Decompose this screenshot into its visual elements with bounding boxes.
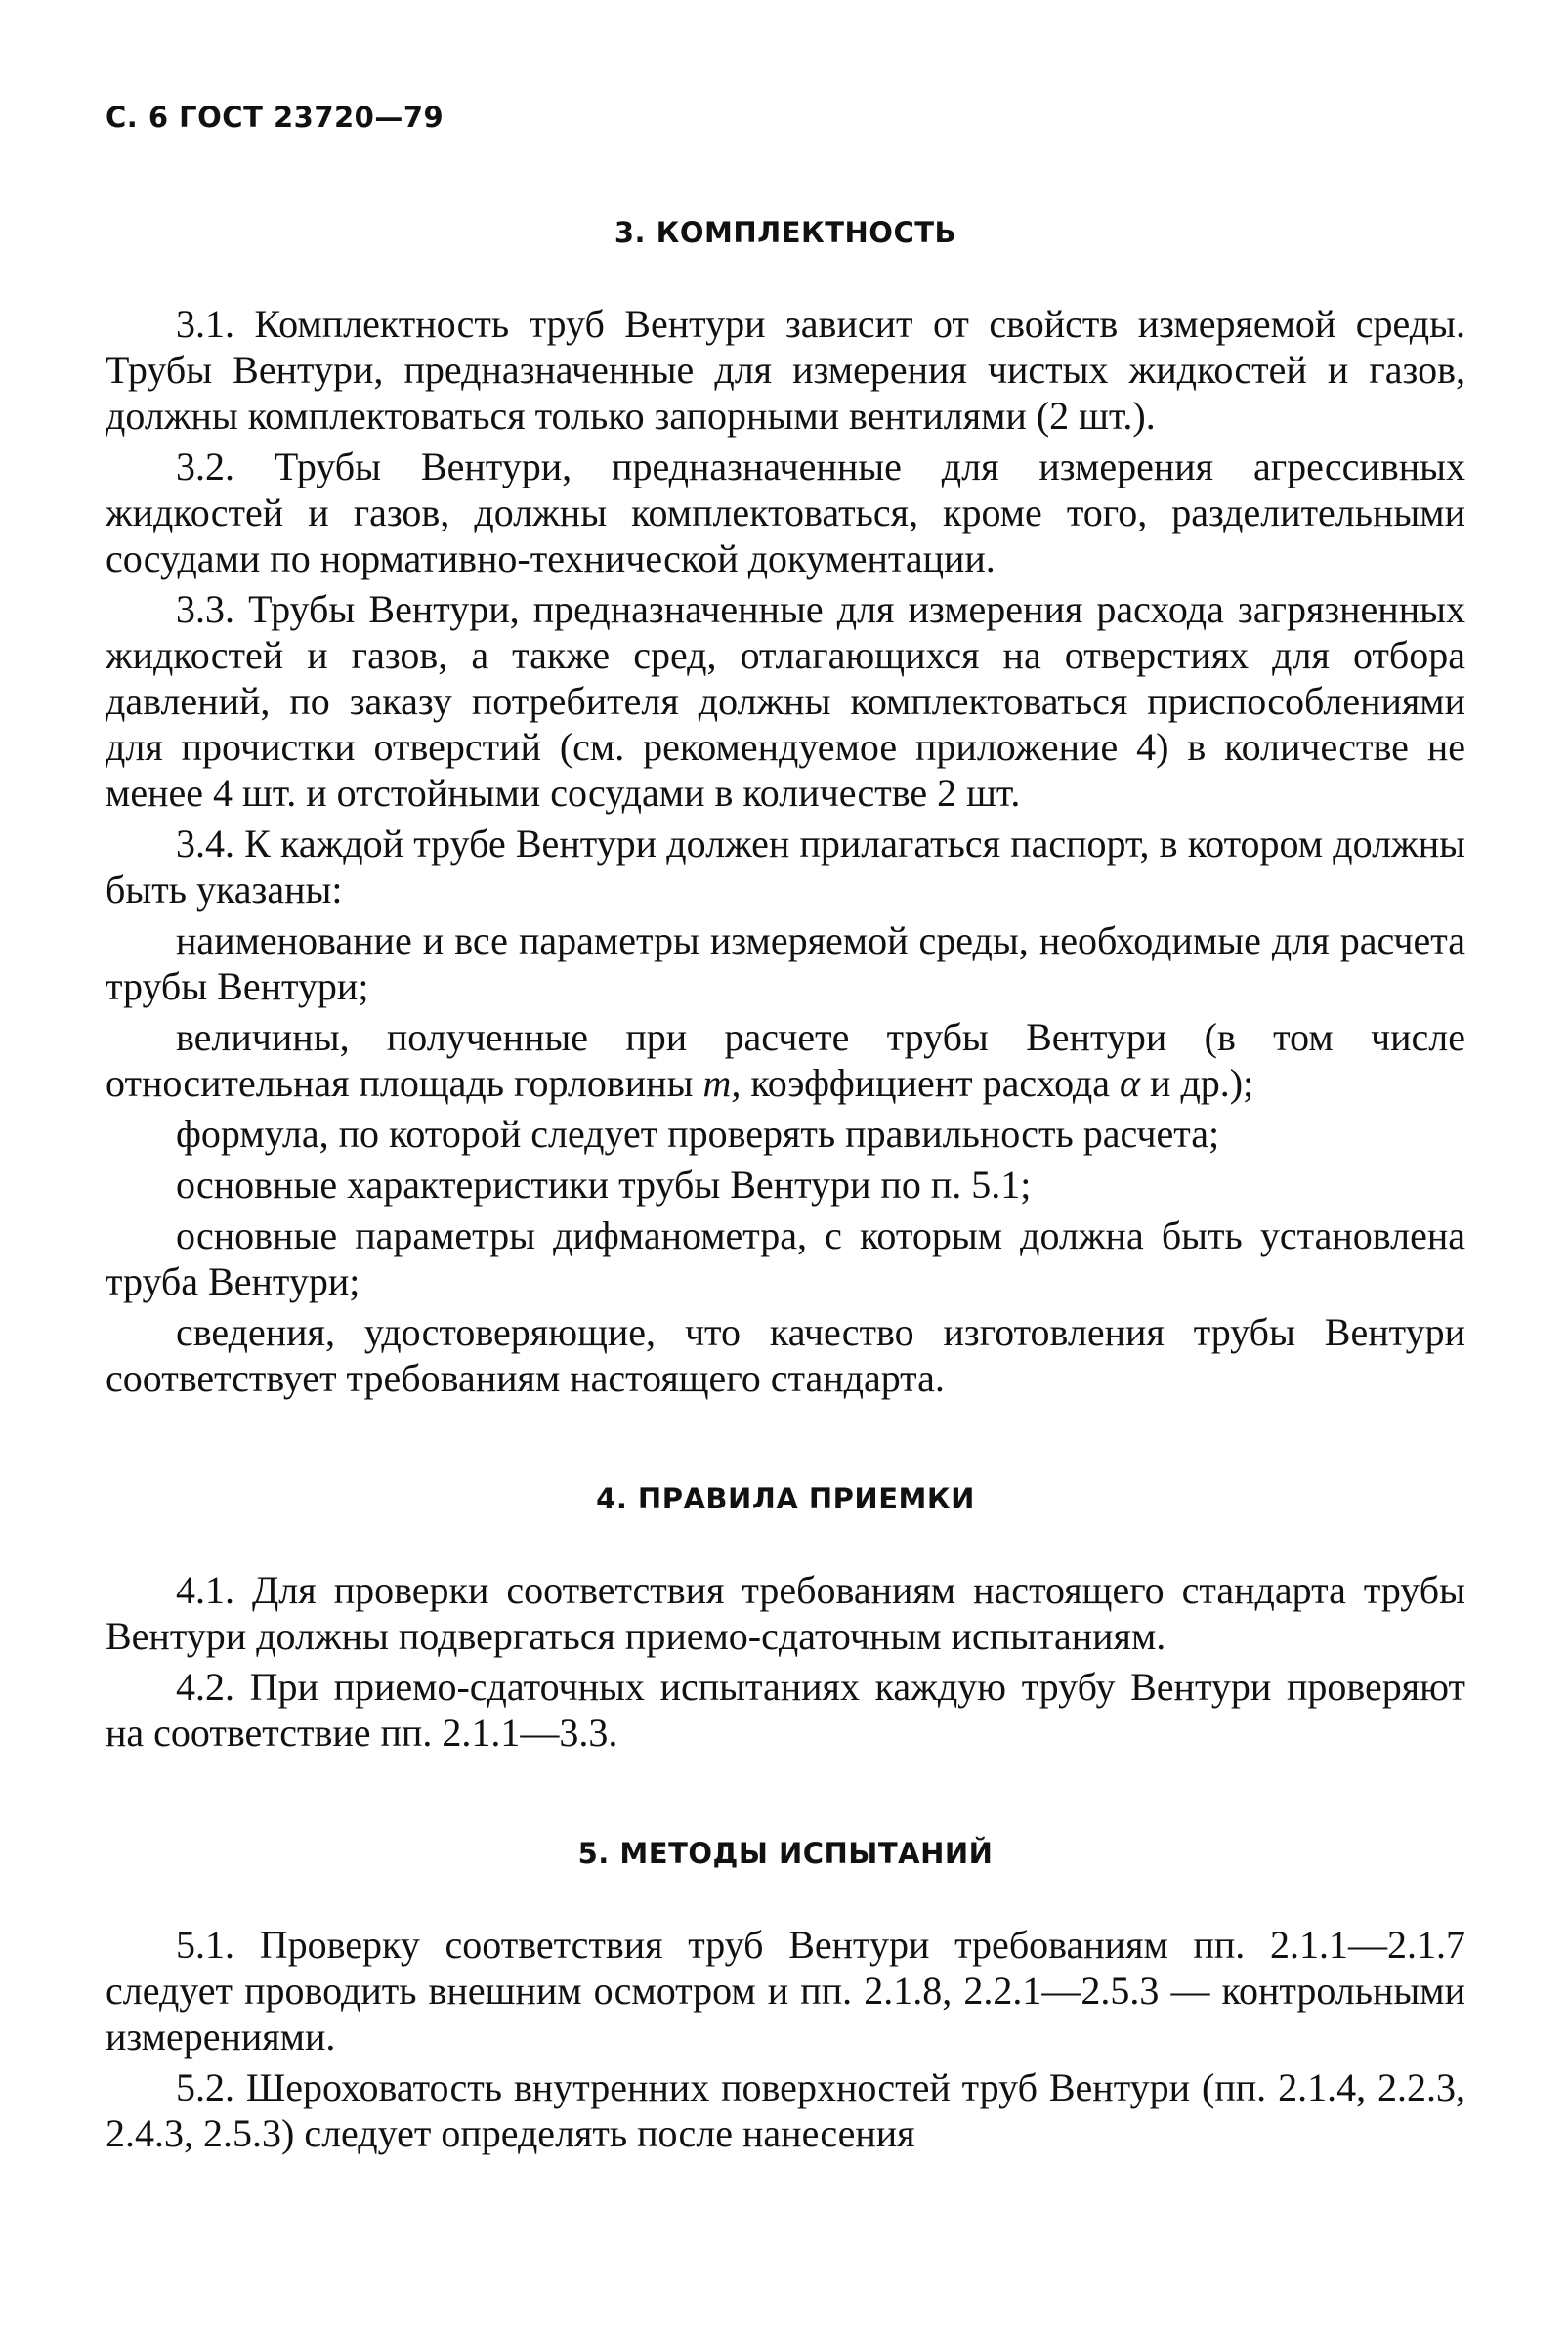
discharge-coefficient-symbol: α: [1120, 1061, 1141, 1105]
list-item-calculated-values: [106, 1014, 1465, 1106]
list-item-characteristics: основные характеристики трубы Вентури по п. 5.1;: [176, 1163, 1032, 1207]
paragraph-5-2: 5.2. Шероховатость внутренних поверхностей труб Вентури (пп. 2.1.4, 2.2.3, 2.4.3, 2.5.3) следует определять после нанесения: [106, 2065, 1465, 2155]
paragraph-3-3: 3.3. Трубы Вентури, предназначенные для измерения расхода загрязненных жидкостей и газов, а также сред, отлагающихся на отверстиях для отбора давлений, по заказу потребителя должны комплектоваться приспособлениями для прочистки отверстий (см. рекомендуемое приложение 4) в количестве не менее 4 шт. и отстойными сосудами в количестве 2 шт.: [106, 587, 1465, 815]
list-item-quality-certificate: сведения, удостоверяющие, что качество изготовления трубы Вентури соответствует требованиям настоящего стандарта.: [106, 1310, 1465, 1400]
list-item-medium-parameters: наименование и все параметры измеряемой среды, необходимые для расчета трубы Вентури;: [106, 918, 1465, 1008]
throat-area-symbol: m,: [702, 1061, 742, 1105]
paragraph-5-1: 5.1. Проверку соответствия труб Вентури требованиям пп. 2.1.1—2.1.7 следует проводить внешним осмотром и пп. 2.1.8, 2.2.1—2.5.3 — контрольными измерениями.: [106, 1923, 1465, 2059]
running-head: С. 6 ГОСТ 23720—79: [106, 101, 445, 134]
calculated-values-text-c: и др.);: [1140, 1061, 1254, 1105]
calculated-values-text-b: коэффициент расхода: [741, 1061, 1121, 1105]
section-3-title: 3. КОМПЛЕКТНОСТЬ: [614, 216, 957, 249]
paragraph-3-2: 3.2. Трубы Вентури, предназначенные для измерения агрессивных жидкостей и газов, должны комплектоваться, кроме того, разделительными сосудами по нормативно-технической документации.: [106, 445, 1465, 580]
section-4-title: 4. ПРАВИЛА ПРИЕМКИ: [596, 1482, 975, 1515]
section-5-title: 5. МЕТОДЫ ИСПЫТАНИЙ: [577, 1837, 994, 1870]
calculated-values-text-a: величины, полученные при расчете трубы Вентури (в том числе относительная площадь горловины: [106, 1015, 1465, 1105]
list-item-formula: формула, по которой следует проверять правильность расчета;: [176, 1112, 1220, 1156]
paragraph-3-1: 3.1. Комплектность труб Вентури зависит от свойств измеряемой среды. Трубы Вентури, предназначенные для измерения чистых жидкостей и газов, должны комплектоваться только запорными вентилями (2 шт.).: [106, 302, 1465, 438]
paragraph-3-4: 3.4. К каждой трубе Вентури должен прилагаться паспорт, в котором должны быть указаны:: [106, 822, 1465, 912]
paragraph-4-1: 4.1. Для проверки соответствия требованиям настоящего стандарта трубы Вентури должны подвергаться приемо-сдаточным испытаниям.: [106, 1568, 1465, 1658]
paragraph-4-2: 4.2. При приемо-сдаточных испытаниях каждую трубу Вентури проверяют на соответствие пп. 2.1.1—3.3.: [106, 1665, 1465, 1755]
list-item-manometer: основные параметры дифманометра, с которым должна быть установлена труба Вентури;: [106, 1213, 1465, 1303]
